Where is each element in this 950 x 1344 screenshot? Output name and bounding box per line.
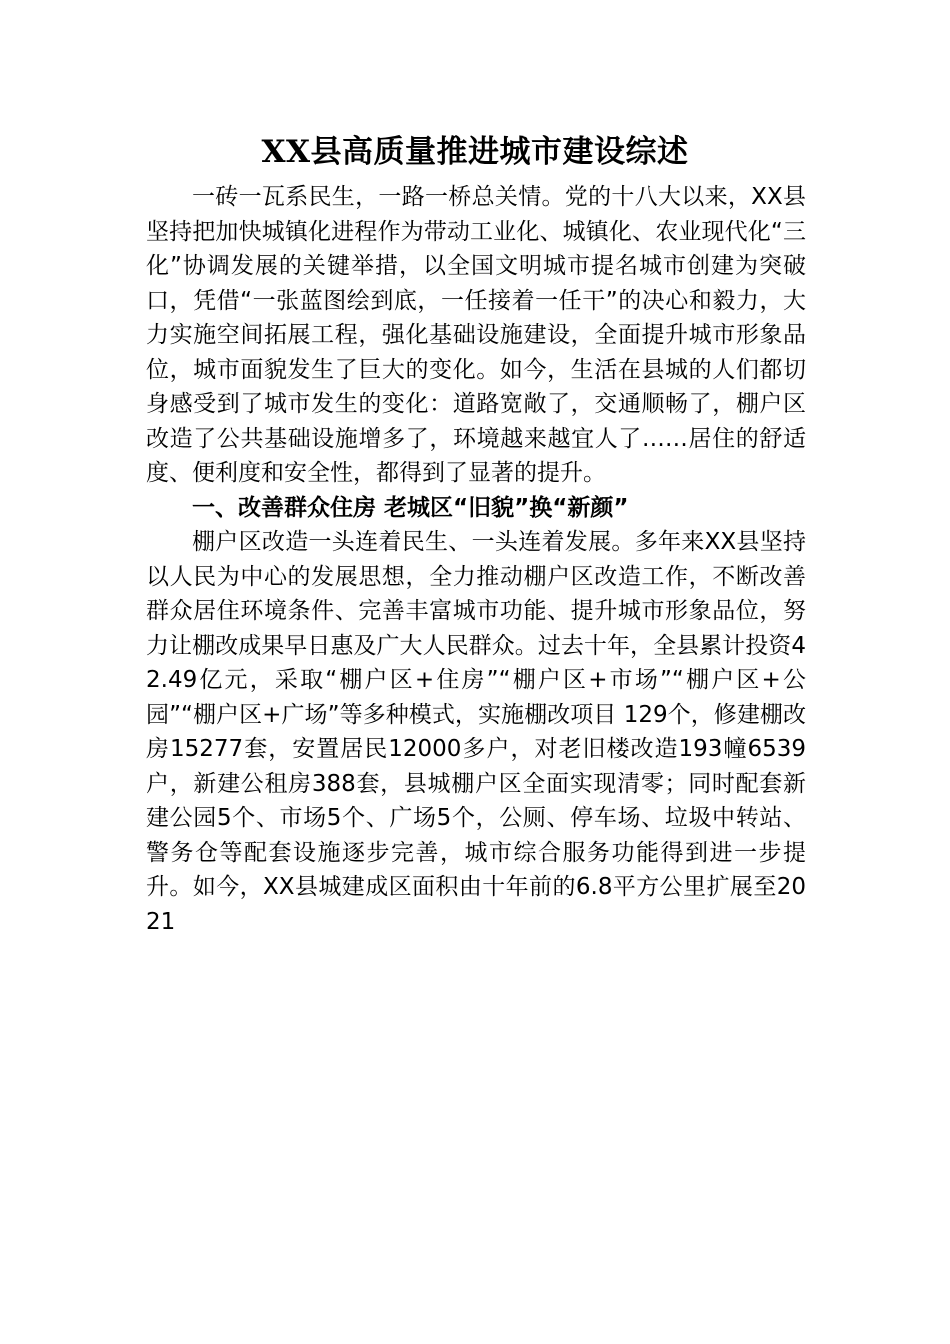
intro-paragraph: 一砖一瓦系民生，一路一桥总关情。党的十八大以来，XX县坚持把加快城镇化进程作为带动工业化、城镇化、农业现代化“三化”协调发展的关键举措，以全国文明城市提名城市创建为突破口，凭借“一张蓝图绘到底，一任接着一任干”的决心和毅力，大力实施空间拓展工程，强化基础设施建设，全面提升城市形象品位，城市面貌发生了巨大的变化。如今，生活在县城的人们都切身感受到了城市发生的变化：道路宽敞了，交通顺畅了，棚户区改造了公共基础设施增多了，环境越来越宜人了……居住的舒适度、便利度和安全性，都得到了显著的提升。: [146, 184, 806, 486]
document-body: [146, 180, 806, 939]
section-heading: 一、改善群众住房 老城区“旧貌”换“新颜”: [192, 494, 629, 521]
document-title: XX县高质量推进城市建设综述: [261, 134, 689, 170]
section-paragraph: 棚户区改造一头连着民生、一头连着发展。多年来XX县坚持以人民为中心的发展思想，全力推动棚户区改造工作，不断改善群众居住环境条件、完善丰富城市功能、提升城市形象品位，努力让棚改成果早日惠及广大人民群众。过去十年，全县累计投资42.49亿元，采取“棚户区+住房”“棚户区+市场”“棚户区+公园”“棚户区+广场”等多种模式，实施棚改项目 129个，修建棚改房15277套，安置居民12000多户，对老旧楼改造193幢6539户，新建公租房388套，县城棚户区全面实现清零；同时配套新建公园5个、市场5个、广场5个，公厕、停车场、垃圾中转站、警务仓等配套设施逐步完善，城市综合服务功能得到进一步提升。如今，XX县城建成区面积由十年前的6.8平方公里扩展至2021: [146, 529, 806, 935]
